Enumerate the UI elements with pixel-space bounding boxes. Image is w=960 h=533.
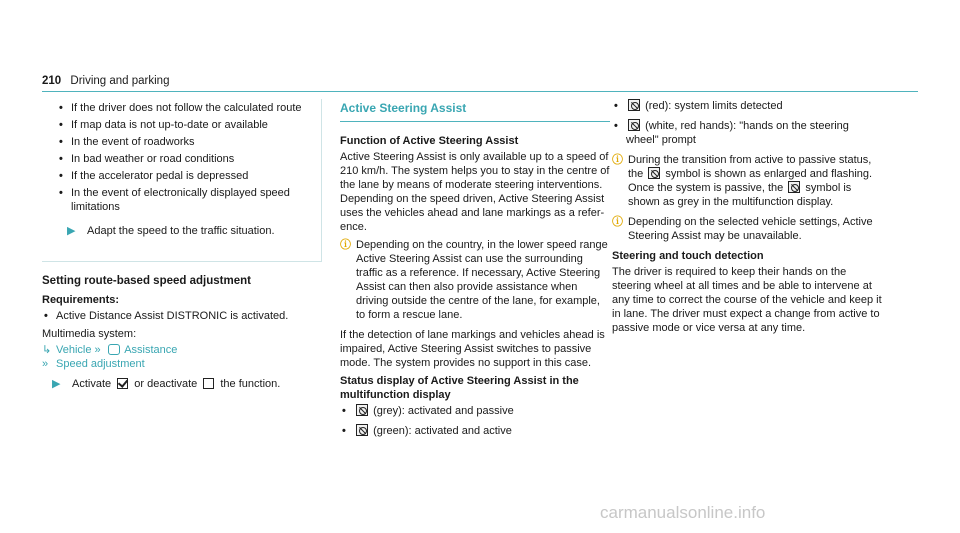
list-item: • In the event of roadworks [59,136,195,148]
list-item: • (green): activated and active [342,425,512,437]
steering-assist-icon [648,167,660,179]
car-icon [108,344,120,355]
status-title: Status display of Active Steering Assist in the multifunction display [340,375,579,401]
detection-paragraph: If the detection of lane markings and vehicles ahead is impaired, Active Steering Assist switches to passive mode. The system provides no support in this case. [340,329,605,369]
limitations-list [57,101,321,214]
column-middle [340,99,610,441]
list-item: • If the driver does not follow the calculated route [59,102,302,114]
action-arrow-icon: ▶ [67,225,76,237]
page-header [42,74,169,88]
function-title: Function of Active Steering Assist [340,135,519,147]
multimedia-label: Multimedia system: [42,328,137,340]
steering-assist-icon [628,99,640,111]
menu-assistance[interactable]: Assistance [124,344,178,356]
section-name: Driving and parking [70,75,170,87]
checkbox-unchecked-icon [203,378,214,389]
list-item: • If the accelerator pedal is depressed [59,170,249,182]
list-item: • (grey): activated and passive [342,405,514,417]
steering-paragraph: The driver is required to keep their hands on the steering wheel at all times and be able to intervene at any time to correct the course of the vehicle and keep it in lane. The driver must expect a change from active to passive mode or vice versa at any time. [612,266,882,334]
info-icon: ⓘ [340,239,351,251]
info-note: ⓘ During the transition from active to passive status, the symbol is shown as enlarged and flashing. Once the system is passive, the symbol is shown as grey in the multifunction display. [612,154,873,208]
activate-step: ▶ Activate or deactivate the function. [52,378,281,390]
requirements-list [42,309,322,323]
checkbox-checked-icon [117,378,128,389]
requirements-label: Requirements: [42,294,120,306]
setting-title: Setting route-based speed adjustment [42,275,251,287]
status-list-continued [612,99,882,147]
function-paragraph: Active Steering Assist is only available up to a speed of 210 km/h. The system helps you to stay in the centre of the lane by means of moderate steering interventions. Depending on the speed driven, Active Steering Assist uses the vehicles ahead and lane markings as a reference. [340,151,610,233]
column-right [612,99,882,339]
action-step: ▶ Adapt the speed to the traffic situation. [67,225,275,237]
column-left [42,99,322,391]
list-item: • In bad weather or road conditions [59,153,235,165]
chevron-right-icon: » [94,344,101,356]
steering-assist-icon [356,404,368,416]
info-note: ⓘ Depending on the country, in the lower speed range Active Steering Assist can use the surrounding traffic as a reference. If necessary, Active Steering Assist can then also provide assistance when driving outside the centre of the lane, for example, to form a rescue lane. [340,239,608,321]
limitations-box [42,99,322,262]
menu-vehicle[interactable]: Vehicle [56,344,92,356]
steering-title: Steering and touch detection [612,250,764,262]
info-icon: ⓘ [612,154,623,166]
section-title: Active Steering Assist [340,101,610,122]
list-item: • Active Distance Assist DISTRONIC is activated. [44,310,289,322]
watermark: carmanualsonline.info [600,503,766,522]
status-list [340,404,610,438]
steering-assist-icon [628,119,640,131]
action-arrow-icon: ▶ [52,378,61,390]
list-item: • If map data is not up-to-date or available [59,119,268,131]
list-item: • In the event of electronically displayed speed limitations [59,187,290,213]
menu-line-1 [42,343,322,357]
header-divider [42,91,918,92]
steering-assist-icon [788,181,800,193]
menu-speed-adjustment[interactable]: Speed adjustment [56,358,145,370]
steering-assist-icon [356,424,368,436]
info-note: ⓘ Depending on the selected vehicle settings, Active Steering Assist may be unavailable. [612,216,873,242]
menu-line-2 [42,357,322,371]
list-item: • (red): system limits detected [614,100,783,112]
info-icon: ⓘ [612,216,623,228]
return-arrow-icon: ↳ [42,344,52,356]
page-number: 210 [42,75,62,87]
menu-path [42,343,322,371]
list-item: • (white, red hands): "hands on the steering wheel" prompt [614,120,849,146]
chevron-right-icon: » [42,358,49,370]
